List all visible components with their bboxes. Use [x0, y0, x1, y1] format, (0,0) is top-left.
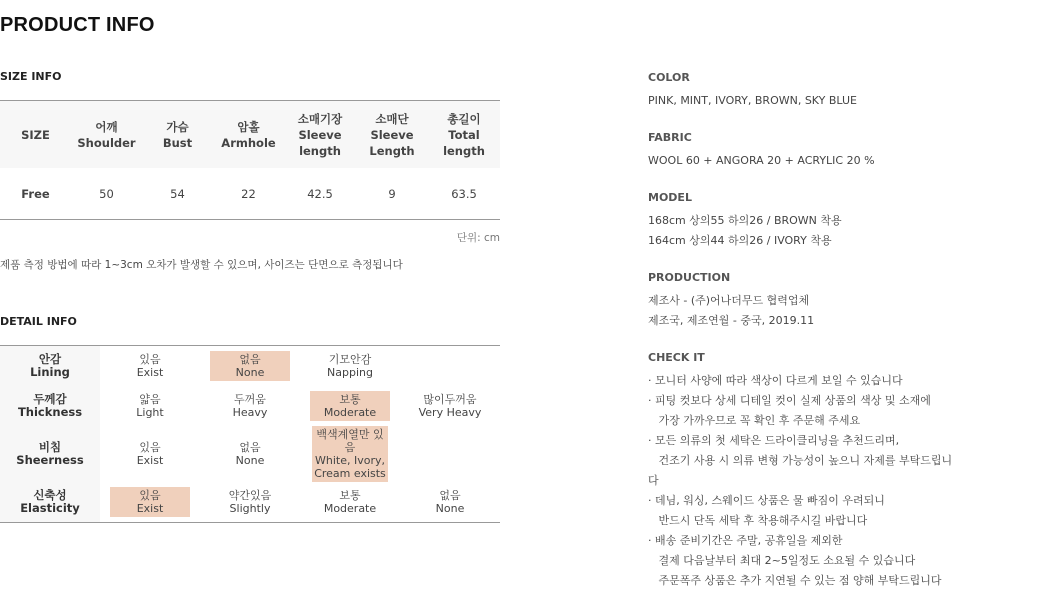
model-line: 168cm 상의55 하의26 / BROWN 착용: [648, 214, 842, 227]
size-header-size: SIZE: [21, 127, 50, 142]
detail-option: 없음 None: [435, 489, 465, 515]
detail-option: 있음 Exist: [136, 353, 164, 379]
detail-row-label: 신축성 Elasticity: [0, 482, 100, 523]
detail-empty-cell: [400, 346, 500, 387]
check-it-section: [648, 351, 1048, 591]
check-line: · 피팅 컷보다 상세 디테일 컷이 실제 상품의 색상 및 소재에: [648, 394, 931, 407]
detail-option-selected: 백색계열만 있음 White, Ivory, Cream exists: [300, 426, 400, 482]
size-cell: 42.5: [307, 186, 333, 201]
color-section: [648, 71, 1048, 111]
production-label: PRODUCTION: [648, 271, 731, 284]
detail-option: 없음 None: [235, 441, 265, 467]
detail-option-selected: 보통 Moderate: [300, 386, 400, 426]
size-cell: 63.5: [451, 186, 477, 201]
detail-row-label: 안감 Lining: [0, 346, 100, 387]
size-cell: 9: [388, 186, 396, 201]
check-it-label: CHECK IT: [648, 351, 705, 364]
detail-option: 두꺼움 Heavy: [232, 393, 268, 419]
model-line: 164cm 상의44 하의26 / IVORY 착용: [648, 234, 832, 247]
check-line: · 데님, 워싱, 스웨이드 상품은 물 빠짐이 우려되니: [648, 494, 885, 507]
size-header-shoulder: 어깨 Shoulder: [77, 119, 136, 150]
detail-option: 기모안감 Napping: [327, 353, 373, 379]
page-title: PRODUCT INFO: [0, 14, 155, 36]
size-header-total-length: 총길이 Total length: [443, 111, 485, 158]
production-section: [648, 271, 1048, 331]
detail-option-selected: 있음 Exist: [100, 482, 200, 523]
fabric-value: WOOL 60 + ANGORA 20 + ACRYLIC 20 %: [648, 154, 875, 167]
size-cell: Free: [21, 186, 50, 201]
detail-row-thickness: [0, 386, 500, 426]
size-info-label: SIZE INFO: [0, 70, 62, 83]
fabric-section: [648, 131, 1048, 171]
detail-row-elasticity: [0, 482, 500, 523]
detail-option: 많이두꺼움 Very Heavy: [418, 393, 482, 419]
unit-note: 단위: cm: [456, 232, 500, 244]
detail-info-label: DETAIL INFO: [0, 315, 77, 328]
color-value: PINK, MINT, IVORY, BROWN, SKY BLUE: [648, 94, 857, 107]
size-cell: 22: [241, 186, 256, 201]
size-header-armhole: 암홀 Armhole: [221, 119, 276, 150]
size-header-sleeve-length: 소매기장 Sleeve length: [297, 111, 343, 158]
detail-option: 얇음 Light: [136, 393, 164, 419]
detail-row-label: 비침 Sheerness: [0, 426, 100, 482]
size-cell: 54: [170, 186, 185, 201]
size-cell: 50: [99, 186, 114, 201]
detail-row-sheerness: [0, 426, 500, 482]
detail-row-lining: [0, 346, 500, 387]
table-row: [0, 168, 500, 220]
check-line: 결제 다음날부터 최대 2~5일정도 소요될 수 있습니다: [648, 554, 916, 567]
check-line: · 배송 준비기간은 주말, 공휴일을 제외한: [648, 534, 843, 547]
check-line: · 모든 의류의 첫 세탁은 드라이클리닝을 추천드리며,: [648, 434, 900, 447]
size-header-sleeve-end: 소매단 Sleeve Length: [369, 111, 415, 158]
production-line: 제조국, 제조연월 - 중국, 2019.11: [648, 314, 815, 327]
fabric-label: FABRIC: [648, 131, 692, 144]
check-line: · 모니터 사양에 따라 색상이 다르게 보일 수 있습니다: [648, 374, 903, 387]
check-line: 가장 가까우므로 꼭 확인 후 주문해 주세요: [648, 414, 861, 427]
detail-table: [0, 345, 500, 523]
check-line: 주문폭주 상품은 추가 지연될 수 있는 점 양해 부탁드립니다: [648, 574, 942, 587]
check-line: 건조기 사용 시 의류 변형 가능성이 높으니 자제를 부탁드립니: [648, 454, 953, 467]
model-section: [648, 191, 1048, 251]
detail-option: 있음 Exist: [136, 441, 164, 467]
model-label: MODEL: [648, 191, 692, 204]
size-table-header-row: [0, 101, 500, 169]
color-label: COLOR: [648, 71, 690, 84]
detail-option-selected: 없음 None: [200, 346, 300, 387]
detail-option: 보통 Moderate: [323, 489, 377, 515]
detail-empty-cell: [400, 426, 500, 482]
size-header-bust: 가슴 Bust: [162, 119, 193, 150]
size-table: [0, 100, 500, 220]
production-line: 제조사 - (주)어나더무드 협력업체: [648, 294, 810, 307]
detail-option: 약간있음 Slightly: [228, 489, 272, 515]
detail-row-label: 두께감 Thickness: [0, 386, 100, 426]
check-line: 반드시 단독 세탁 후 착용해주시길 바랍니다: [648, 514, 868, 527]
check-line: 다: [648, 474, 659, 487]
measurement-note: 제품 측정 방법에 따라 1~3cm 오차가 발생할 수 있으며, 사이즈는 단면으로 측정됩니다: [0, 259, 403, 271]
